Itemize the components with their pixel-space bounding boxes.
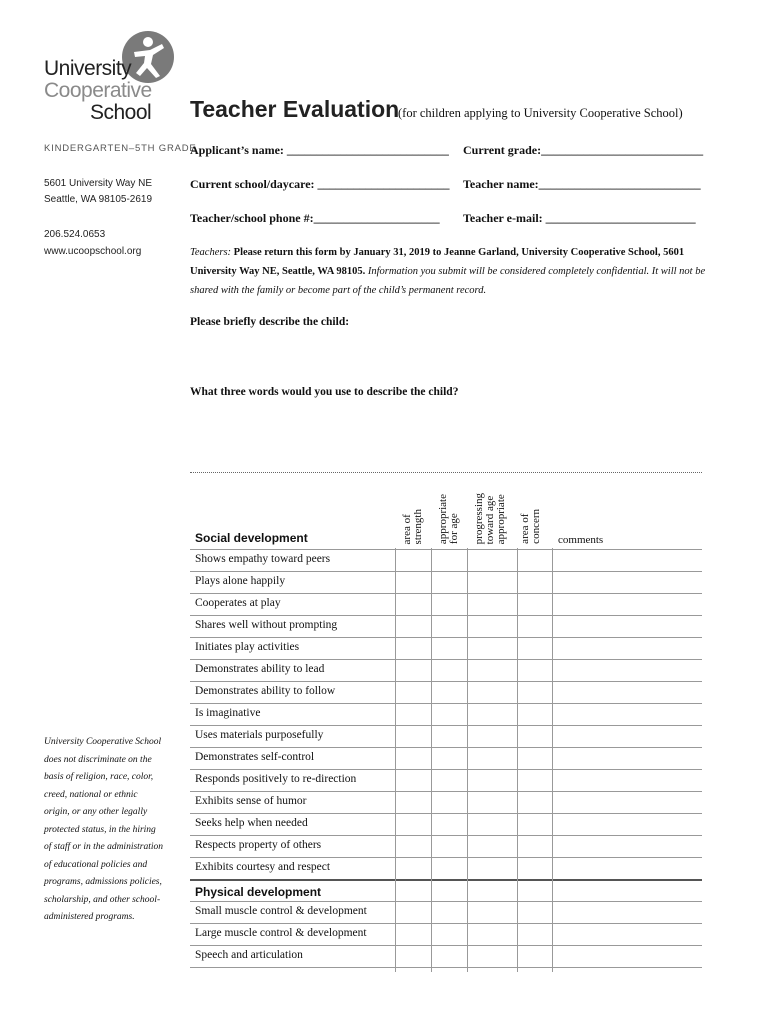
school-website: www.ucoopschool.org [44, 246, 142, 257]
row-label: Speech and articulation [195, 949, 303, 961]
logo-text-school: School [90, 101, 152, 124]
school-logo [44, 30, 179, 124]
physical-development-heading: Physical development [195, 885, 322, 899]
row-label: Small muscle control & development [195, 905, 367, 917]
logo-text-university: University [44, 57, 132, 80]
table-row[interactable] [190, 945, 702, 967]
table-row[interactable] [190, 571, 702, 593]
row-label: Demonstrates self-control [195, 751, 315, 763]
column-header-concern: area of concern [519, 509, 542, 544]
instructions [190, 243, 708, 300]
evaluation-table [190, 472, 702, 972]
three-words-prompt: What three words would you use to describe the child? [190, 386, 459, 398]
school-phone: 206.524.0653 [44, 229, 106, 240]
section-separator [190, 879, 702, 881]
table-row[interactable] [190, 857, 702, 879]
column-header-strength: area of strength [401, 508, 424, 544]
table-row[interactable] [190, 549, 702, 571]
row-label: Exhibits sense of humor [195, 795, 307, 807]
address-line-2: Seattle, WA 98105-2619 [44, 194, 153, 205]
teacher-phone-field[interactable]: Teacher/school phone #:_____________________ [190, 211, 440, 225]
teacher-name-field[interactable]: Teacher name:___________________________ [463, 177, 701, 191]
table-row[interactable] [190, 615, 702, 637]
logo-text-cooperative: Cooperative [44, 79, 152, 102]
address-line-1: 5601 University Way NE [44, 178, 152, 189]
column-header-progressing: progressing toward age appropriate [473, 492, 507, 544]
row-label: Demonstrates ability to lead [195, 663, 325, 675]
table-row[interactable] [190, 901, 702, 923]
table-row[interactable] [190, 725, 702, 747]
row-label: Plays alone happily [195, 575, 286, 587]
page-title: Teacher Evaluation [190, 96, 400, 122]
row-label: Seeks help when needed [195, 817, 308, 829]
row-label: Responds positively to re-direction [195, 773, 357, 785]
column-divider [467, 548, 468, 972]
column-divider [395, 548, 396, 972]
social-development-heading: Social development [195, 531, 308, 545]
table-row[interactable] [190, 813, 702, 835]
table-row[interactable] [190, 681, 702, 703]
column-header-comments: comments [558, 534, 604, 546]
instructions-lead: Teachers: [190, 247, 232, 258]
applicant-name-field[interactable]: Applicant’s name: ___________________________ [190, 143, 449, 157]
column-divider [431, 548, 432, 972]
row-label: Respects property of others [195, 839, 322, 851]
table-row[interactable] [190, 703, 702, 725]
row-label: Exhibits courtesy and respect [195, 861, 331, 873]
table-row[interactable] [190, 769, 702, 791]
instructions-confidentiality: Information you submit will be considered completely confidential. It will not be shared with the family or become part of the child’s permanent record. [190, 266, 706, 296]
row-label: Cooperates at play [195, 597, 281, 609]
column-divider [552, 548, 553, 972]
row-label: Uses materials purposefully [195, 729, 324, 741]
row-label: Demonstrates ability to follow [195, 685, 336, 697]
column-header-appropriate: appropriate for age [437, 493, 460, 544]
page-subtitle: (for children applying to University Cooperative School) [398, 106, 683, 120]
current-grade-field[interactable]: Current grade:___________________________ [463, 143, 704, 157]
table-row[interactable] [190, 835, 702, 857]
row-label: Is imaginative [195, 707, 261, 719]
table-row[interactable] [190, 659, 702, 681]
teacher-email-field[interactable]: Teacher e-mail: _________________________ [463, 211, 696, 225]
table-row[interactable] [190, 593, 702, 615]
column-divider [517, 548, 518, 972]
table-row[interactable] [190, 637, 702, 659]
nondiscrimination-policy: University Cooperative School does not discriminate on the basis of religion, race, color, creed, national or ethnic origin, or any other legally protected status, in the hiring of staff or in the administration of educational policies and programs, admissions policies, scholarship, and other school-administered programs. [44, 737, 164, 922]
table-bottom-border [190, 967, 702, 968]
row-label: Initiates play activities [195, 641, 300, 653]
current-school-field[interactable]: Current school/daycare: ______________________ [190, 177, 450, 191]
grade-range: KINDERGARTEN–5TH GRADE [44, 143, 197, 154]
describe-child-prompt: Please briefly describe the child: [190, 316, 350, 328]
table-row[interactable] [190, 923, 702, 945]
instructions-return-info: Please return this form by January 31, 2019 to Jeanne Garland, University Cooperative School, 5601 University Way NE, Seattle, WA 98105. [190, 247, 685, 277]
table-row[interactable] [190, 791, 702, 813]
row-label: Shares well without prompting [195, 619, 338, 631]
row-label: Shows empathy toward peers [195, 553, 331, 565]
row-label: Large muscle control & development [195, 927, 367, 939]
table-row[interactable] [190, 747, 702, 769]
